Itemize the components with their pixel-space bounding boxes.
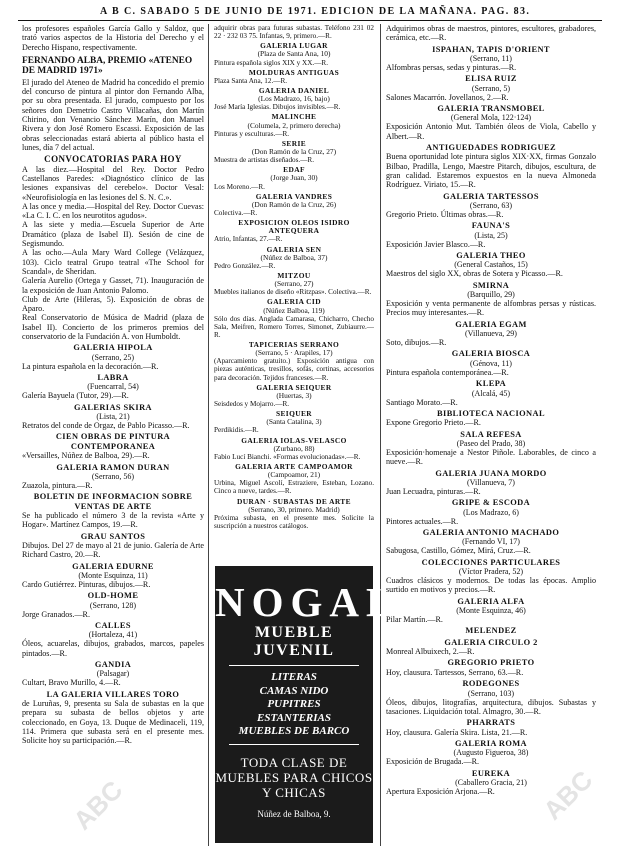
listing-address: (Serrano, 103) — [467, 688, 515, 698]
listing-address: (Don Ramón de la Cruz, 26) — [251, 199, 337, 209]
listing-name: GALERIA EDURNE — [72, 561, 154, 571]
listing-address: (Fernando VI, 17) — [462, 537, 520, 547]
listing-text: Pintura española contemporánea.—R. — [386, 367, 509, 377]
listing-name: GALERIA ANTONIO MACHADO — [422, 527, 560, 537]
ad-item: LITERAS — [271, 671, 317, 683]
listing-name: GALERIA ALFA — [457, 596, 525, 606]
listing-address: (Fuencarral, 54) — [87, 382, 139, 392]
listing-name: GANDIA — [94, 660, 132, 670]
listing-address: (Núñez de Balboa, 37) — [260, 252, 328, 262]
listing-address: (Caballero Gracia, 21) — [455, 777, 527, 787]
listing-text: Óleos, acuarelas, dibujos, grabados, marcos, papeles pintados.—R. — [22, 639, 204, 658]
listing-text: Exposición·homenaje a Nestor Piñole. Laborables, de cinco a nueve.—R. — [386, 447, 596, 467]
listing-text: Cultart, Bravo Murillo, 4.—R. — [22, 678, 121, 688]
listing-address: (Serrano, 5) — [471, 83, 511, 93]
listing-name: GALERIA HIPOLA — [73, 343, 153, 353]
listing-text: Cardo Gutiérrez. Pinturas, dibujos.—R. — [22, 580, 151, 590]
listing-text: Expone Gregorio Prieto.—R. — [386, 418, 481, 428]
listing-address: (Serrano, 56) — [91, 471, 135, 481]
listing-text: Urbina, Miguel Ascolí, Estraziere, Esteban, Lozano. Cinco a nueve, tardes.—R. — [214, 479, 374, 496]
listing-address: (Don Ramón de la Cruz, 27) — [251, 146, 337, 156]
listing-name: LABRA — [97, 373, 129, 383]
listing-name: MITZOU — [277, 270, 311, 280]
listing-address: (Los Madrazo, 6) — [463, 507, 519, 517]
listing-text: Maestros del siglo XX, obras de Sotera y Picasso.—R. — [386, 269, 563, 279]
listing-name: MELENDEZ — [465, 626, 517, 636]
prize-heading: FERNANDO ALBA, PREMIO «ATENEO DE MADRID 1971» — [22, 55, 193, 77]
convocatorias-list — [22, 165, 204, 342]
listing-name: ANTIGUEDADES RODRIGUEZ — [425, 143, 557, 152]
intro-text: Adquirimos obras de maestros, pintores, escultores, grabadores, cerámica, etc.—R. — [386, 24, 596, 43]
abc-watermark: ABC — [537, 764, 599, 826]
listing-text: La pintura española en la decoración.—R. — [22, 361, 159, 371]
listing-name: RODEGONES — [462, 679, 520, 689]
listing-name: MALINCHE — [271, 112, 317, 122]
listing-name: GALERIA SEIQUER — [256, 382, 332, 392]
listing-address: (Plaza de Santa Ana, 10) — [257, 49, 331, 59]
convocatoria-item: A las diez.—Hospital del Rey. Doctor Pedro Castellanos Paredes: «Diagnóstico clínico de las lesiones expansivas del cerebelo». Doctor Vesal: «Neurofisiología en las lesiones del S. N. C.». — [22, 164, 204, 202]
listing-address: (Palsagar) — [96, 669, 130, 679]
listing-name: BIBLIOTECA NACIONAL — [437, 408, 545, 418]
listing-text: Pintura española siglos XIX y XX.—R. — [214, 58, 328, 67]
listing-address: (General Mola, 122·124) — [450, 113, 532, 123]
column-1 — [22, 24, 204, 746]
listing-address: (Barquillo, 29) — [467, 290, 515, 300]
listing-address: (Alcalá, 45) — [471, 388, 511, 398]
listing-text: de Luruñas, 9, presenta su Sala de subastas en la que prepara su subasta de bellos objetos y arte coleccionado, en Goya, 13. Duque de Medinaceli, 119, 114. Primera que subasta será en el presente mes. Solicite hoy su participación.—R. — [22, 699, 204, 746]
listing-name: SEIQUER — [275, 409, 313, 419]
ad-divider — [229, 744, 359, 745]
listing-text: Muebles italianos de diseño «Ritzpas». Colectiva.—R. — [214, 288, 372, 297]
listing-text: Pedro González.—R. — [214, 261, 276, 270]
listing-text: Seisdedos y Mojarro.—R. — [214, 400, 290, 409]
ad-slogan: TODA CLASE DE MUEBLES PARA CHICOS Y CHICAS — [215, 754, 373, 800]
listing-address: (Serrano, 30, primero. Madrid) — [248, 504, 340, 514]
listing-address: (Zurbano, 88) — [273, 443, 315, 453]
listing-text: Próxima subasta, en el presente mes. Solicite la suscripción a nuestros catálogos. — [214, 513, 374, 531]
ad-brand: NOGAL — [215, 579, 401, 625]
listing-text: Monreal Albuixech, 2.—R. — [386, 647, 475, 657]
listing-name: TAPICERIAS SERRANO — [248, 340, 340, 350]
listing-address: (General Castaños, 15) — [454, 260, 528, 270]
listing-name: EXPOSICION OLEOS ISIDRO ANTEQUERA — [238, 218, 350, 236]
listing-text: Dibujos. Del 27 de mayo al 21 de junio. Galería de Arte Richard Castro, 20.—R. — [22, 541, 204, 560]
listing-name: OLD-HOME — [87, 591, 139, 601]
convocatoria-item: A las once y media.—Hospital del Rey. Doctor Cuevas: «La C. I. C. en los neurotitos agudos». — [22, 201, 204, 221]
abc-watermark: ABC — [67, 774, 129, 836]
ad-item: MUEBLES DE BARCO — [238, 725, 350, 737]
listing-name: GALERIA RAMON DURAN — [56, 462, 170, 472]
page-header — [0, 0, 620, 22]
listing-name: GALERIA VANDRES — [255, 191, 333, 201]
listing-name: EUREKA — [471, 768, 511, 778]
listing-name: GALERIA THEO — [456, 251, 526, 260]
listing-text: José María Iglesias. Dibujos invisibles.—R. — [214, 103, 341, 112]
listing-text: Cuadros clásicos y modernos. De todas las épocas. Amplio surtido en motivos y precios.—R. — [386, 576, 596, 595]
listing-text: Soto, dibujos.—R. — [386, 338, 447, 348]
ad-item: CAMAS NIDO — [259, 684, 329, 697]
column-divider — [380, 24, 381, 846]
convocatoria-item: Galería Aurelio (Ortega y Gasset, 71). Inauguración de la exposición de Juan Antonio Palomo. — [22, 276, 204, 295]
ad-item: PUPITRES — [267, 698, 321, 710]
ad-address: Núñez de Balboa, 9. — [257, 808, 331, 819]
listing-text: Retratos del conde de Orgaz, de Pablo Picasso.—R. — [22, 421, 190, 431]
listing-name: GALERIA TRANSMOBEL — [437, 104, 545, 113]
listing-address: (Villanueva, 29) — [465, 329, 517, 339]
listing-address: (Campoamor, 21) — [267, 470, 321, 480]
listing-address: (Génova, 11) — [470, 358, 512, 368]
listing-address: (Los Madrazo, 16, bajo) — [258, 94, 330, 104]
listing-name: GALERIA DANIEL — [258, 85, 330, 95]
listing-name: GALERIA LUGAR — [260, 41, 328, 51]
listing-name: PHARRATS — [466, 718, 516, 728]
listing-text: Pintores actuales.—R. — [386, 516, 459, 526]
listing-name: MOLDURAS ANTIGUAS — [248, 67, 340, 77]
listing-address: (Serrano, 11) — [470, 54, 512, 63]
intro-text: los profesores españoles García Gallo y Saldoz, que trató varios aspectos de la Historia del Derecho y el Derecho Hispano, respectivamente. — [22, 24, 204, 52]
listing-text: Hoy, clausura. Tartessos, Serrano, 63.—R. — [386, 667, 524, 677]
header-text: A B C. SABADO 5 DE JUNIO DE 1971. EDICION DE LA MAÑANA. PAG. 83. — [100, 6, 531, 17]
listing-address: (Núñez Balboa, 119) — [263, 305, 325, 315]
listing-name: GALERIA IOLAS-VELASCO — [241, 435, 347, 445]
listing-name: KLEPA — [475, 379, 507, 389]
listing-address: (Serrano, 128) — [89, 600, 137, 610]
listing-address: (Augusto Figueroa, 38) — [453, 748, 529, 758]
listing-address: (Jorge Juan, 30) — [270, 173, 318, 183]
prize-text: El jurado del Ateneo de Madrid ha concedido el premio del concurso de pintura al pintor don Fernando Alba, por su obra presentada. El jurado, compuesto por los señores don Demetrio Castro Villacañas, don Martín Chirino, don Venancio Sánchez Marín, don Manuel Rivera y don José Romero Escassi. Exposición de las obras seleccionadas estará abierta al público hasta el lunes, día 7 del actual. — [22, 77, 204, 152]
listing-text: (Aparcamiento gratuito.) Exposición antigua con piezas auténticas, tresillos, sofás, cortinas, accesorios para decoración. Tejidos franceses.—R. — [214, 357, 374, 382]
listing-name: GALERIAS SKIRA — [74, 402, 152, 412]
listing-text: Atrio, Infantas, 27.—R. — [214, 235, 283, 244]
listing-address: (Serrano, 5 · Arapiles, 17) — [255, 348, 333, 358]
listing-text: Exposición y venta permanente de alfombras persas y rústicas. Precios muy interesantes.—R. — [386, 299, 596, 318]
column-divider — [208, 24, 209, 846]
listing-text: Alfombras persas, sedas y pinturas.—R. — [386, 63, 517, 72]
listing-name: DURAN · SUBASTAS DE ARTE — [237, 496, 351, 506]
listing-name: SALA REFESA — [460, 429, 522, 439]
listing-text: Los Moreno.—R. — [214, 182, 265, 191]
listing-text: Exposición Antonio Mut. También óleos de Viola, Cabello y Albert.—R. — [386, 122, 596, 141]
listing-address: (Serrano, 25) — [91, 352, 135, 362]
listing-text: Galería Bayuela (Tutor, 29).—R. — [22, 391, 129, 401]
listing-list — [386, 45, 596, 797]
listing-address: (Lista, 25) — [474, 230, 508, 240]
listing-text: Plaza Santa Ana, 12.—R. — [214, 76, 288, 85]
listing-list — [22, 343, 204, 745]
listing-name: ISPAHAN, TAPIS D'ORIENT — [432, 44, 550, 54]
listing-address: (Serrano, 63) — [469, 201, 513, 210]
listing-name: GALERIA CID — [267, 297, 321, 307]
ad-line: MUEBLE JUVENIL — [253, 624, 335, 659]
listing-text: Óleos, dibujos, litografías, arquitectura, dibujos. Subastas y tasaciones. Liquidación total. Almagro, 30.—R. — [386, 697, 596, 716]
convocatoria-item: A las siete y media.—Escuela Superior de Arte Dramático (plaza de Isabel II). Sesión de cine de Segismundo. — [22, 220, 204, 249]
listing-name: SERIE — [281, 138, 307, 148]
ad-item: ESTANTERIAS — [257, 711, 331, 724]
listing-name: LA GALERIA VILLARES TORO — [46, 689, 180, 699]
listing-name: GRIPE & ESCODA — [451, 498, 531, 508]
listing-name: GALERIA EGAM — [455, 319, 527, 329]
listing-name: GALERIA ARTE CAMPOAMOR — [235, 462, 353, 472]
listing-name: CIEN OBRAS DE PINTURA CONTEMPORANEA — [55, 432, 171, 451]
listing-address: (Monte Esquinza, 46) — [456, 606, 526, 616]
listing-name: ELISA RUIZ — [465, 74, 517, 84]
listing-text: Colectiva.—R. — [214, 208, 258, 217]
listing-name: GALERIA SEN — [266, 244, 322, 254]
listing-text: Muestra de artistas diseñados.—R. — [214, 156, 315, 165]
listing-text: Exposición de Brugada.—R. — [386, 757, 480, 767]
convocatoria-item: A las ocho.—Aula Mary Ward College (Velázquez, 103). Ciclo teatral Grupo teatral «The School for Scandal», de Sheridan. — [22, 248, 204, 276]
listing-list — [214, 42, 374, 530]
listing-address: (Huertas, 3) — [276, 390, 312, 400]
listing-name: BOLETIN DE INFORMACION SOBRE VENTAS DE ARTE — [33, 492, 193, 511]
listing-address: (Santa Catalina, 3) — [266, 417, 322, 427]
listing-name: GALERIA CIRCULO 2 — [444, 637, 538, 647]
listing-address: (Villanueva, 7) — [467, 477, 515, 487]
header-rule — [18, 20, 602, 21]
listing-text: Se ha publicado el número 3 de la revista «Arte y Hogar». Martínez Campos, 19.—R. — [22, 511, 204, 530]
listing-text: Sólo dos días. Anglada Camarasa, Chicharro, Checho Sala, Meifren, Romero Torres, Simonet, Zubiaurre.—R. — [214, 314, 374, 339]
listing-address: (Víctor Pradera, 52) — [458, 567, 524, 577]
column-3 — [386, 24, 596, 796]
ad-divider — [229, 665, 359, 666]
listing-text: Zuazola, pintura.—R. — [22, 480, 93, 490]
listing-name: EDAF — [283, 165, 305, 175]
convocatoria-item: Club de Arte (Hileras, 5). Exposición de obras de Aparo. — [22, 294, 204, 314]
listing-name: COLECCIONES PARTICULARES — [421, 557, 561, 567]
listing-text: Sabugosa, Castillo, Gómez, Mirá, Cruz.—R. — [386, 546, 531, 556]
listing-text: Exposición Javier Blasco.—R. — [386, 239, 486, 249]
listing-address: (Serrano, 27) — [274, 279, 314, 289]
listing-address: (Paseo del Prado, 38) — [456, 438, 526, 448]
listing-name: SMIRNA — [472, 280, 510, 290]
listing-text: Gregorio Prieto. Últimas obras.—R. — [386, 210, 504, 219]
listing-name: GRAU SANTOS — [80, 531, 146, 541]
listing-name: GALERIA JUANA MORDO — [435, 468, 547, 478]
listing-text: «Versailles, Núñez de Balboa, 29).—R. — [22, 451, 150, 461]
listing-address: (Columela, 2, primero derecha) — [247, 120, 341, 130]
listing-text: Perdikidis.—R. — [214, 426, 259, 435]
column-2 — [214, 24, 374, 530]
convocatoria-item: Real Conservatorio de Música de Madrid (plaza de Isabel II). Concierto de los primeros premios del conservatorio de la Fundación A. von Humboldt. — [22, 313, 204, 342]
listing-text: Hoy, clausura. Galería Skira. Lista, 21.—R. — [386, 727, 528, 737]
convocatorias-heading: CONVOCATORIAS PARA HOY — [44, 154, 182, 165]
ad-item-list — [215, 671, 373, 739]
listing-address: (Monte Esquinza, 11) — [78, 571, 148, 581]
listing-text: Buena oportunidad lote pintura siglos XIX·XX, firmas Gonzalo Bilbao, Pradilla, Lengo, Maestre Pitarch, dibujos, escultura, de gran calidad. Estaremos expuestos en la nueva Almoneda Rodríguez. Viriato, 15.—R. — [386, 152, 596, 190]
listing-text: Juan Lecuadra, pinturas.—R. — [386, 486, 481, 496]
listing-text: Pilar Martín.—R. — [386, 615, 443, 625]
listing-name: GREGORIO PRIETO — [447, 658, 535, 668]
listing-text: Apertura Exposición Arjona.—R. — [386, 786, 495, 796]
listing-name: GALERIA TARTESSOS — [443, 191, 539, 201]
listing-text: Salones Macarrón. Jovellanos, 2.—R. — [386, 92, 509, 102]
listing-address: (Lista, 21) — [96, 412, 130, 422]
listing-text: Santiago Morato.—R. — [386, 397, 458, 407]
listing-address: (Hortaleza, 41) — [88, 630, 138, 640]
listing-name: FAUNA'S — [471, 221, 511, 231]
intro-text: adquirir obras para futuras subastas. Teléfono 231 02 22 · 232 03 75. Infantas, 9, primero.—R. — [214, 24, 374, 41]
listing-name: GALERIA ROMA — [454, 738, 528, 748]
listing-text: Pinturas y esculturas.—R. — [214, 129, 290, 138]
listing-text: Fabio Lucí Bianchi. «Formas evolucionadas».—R. — [214, 452, 361, 461]
nogal-advertisement — [215, 566, 401, 843]
listing-text: Jorge Granados.—R. — [22, 609, 90, 619]
listing-name: GALERIA BIOSCA — [451, 349, 531, 359]
listing-name: CALLES — [95, 621, 131, 631]
